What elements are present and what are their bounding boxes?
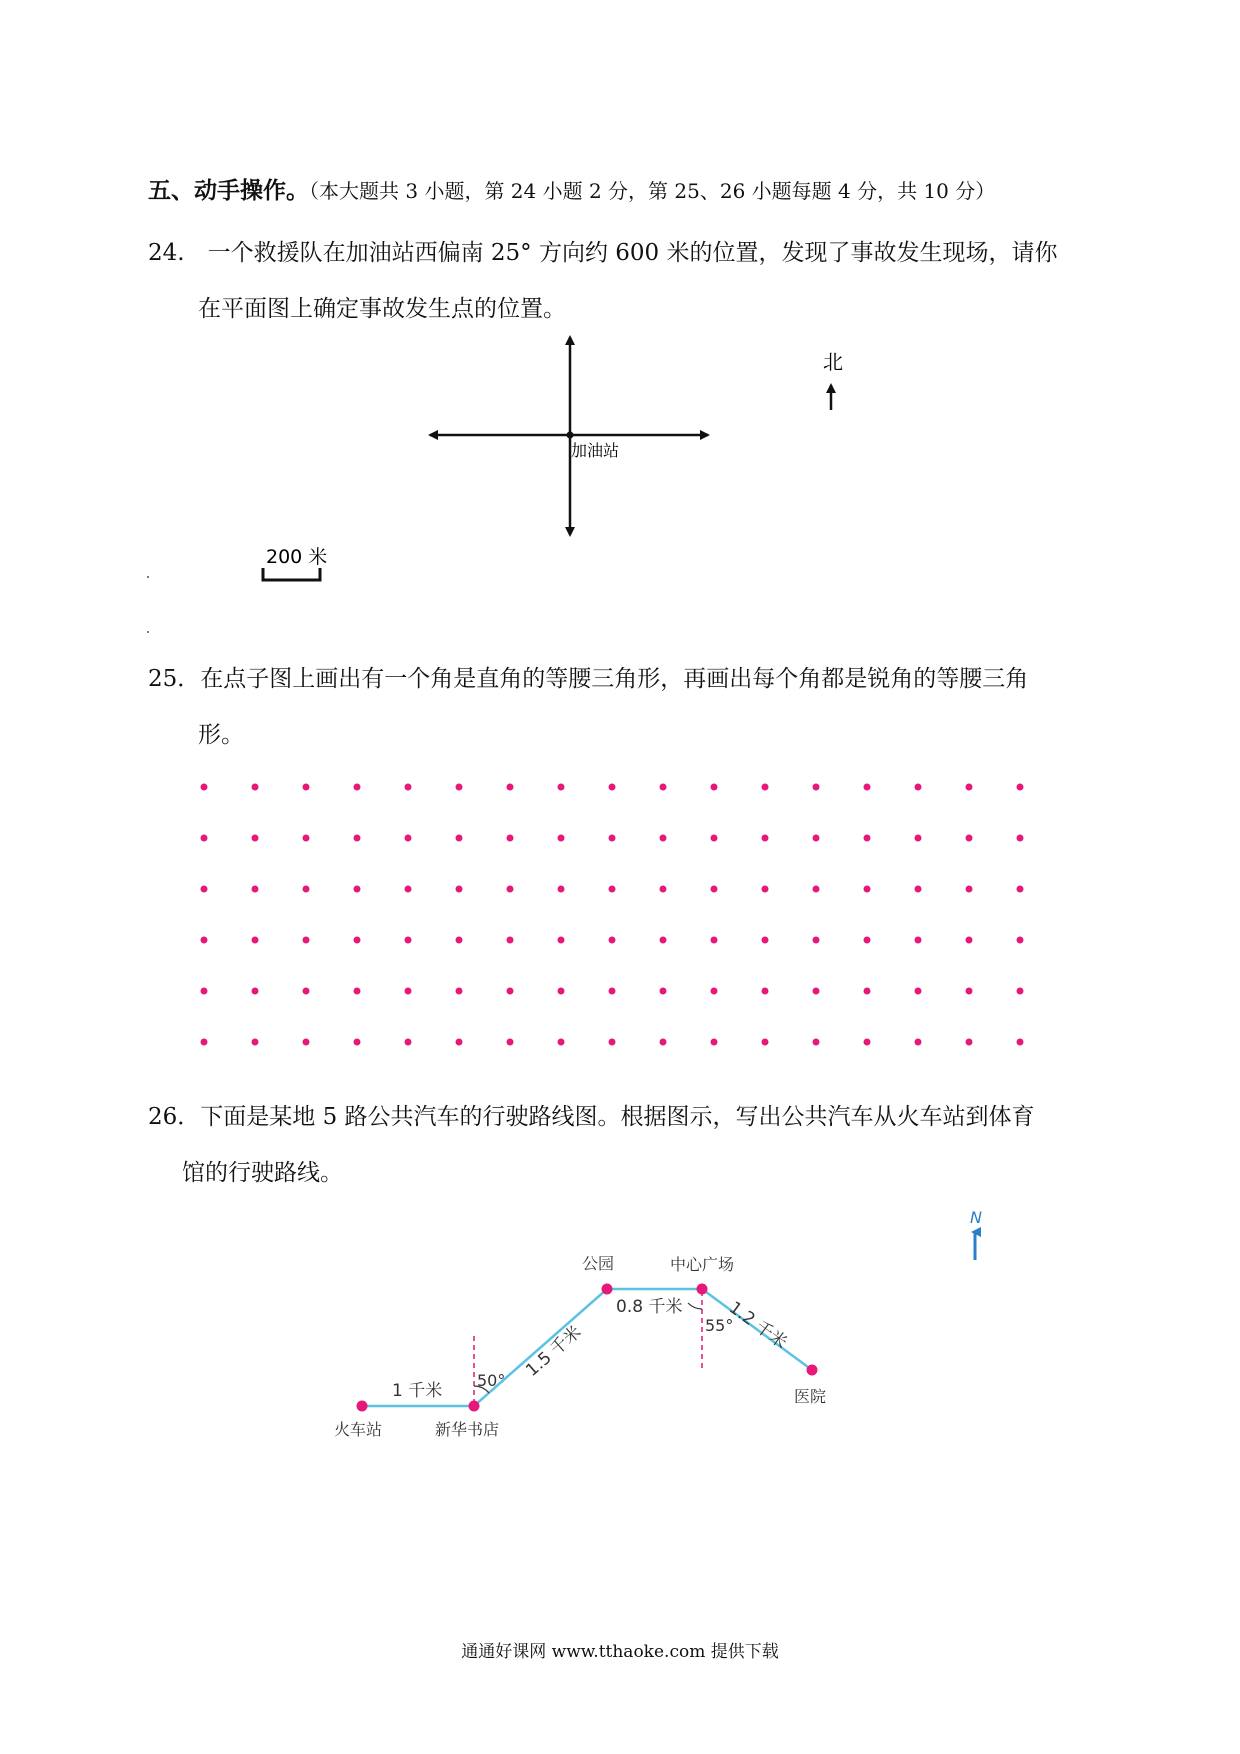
grid-dot[interactable] [303,886,310,893]
grid-dot[interactable] [813,1039,820,1046]
grid-dot[interactable] [1017,1039,1024,1046]
grid-dot[interactable] [456,886,463,893]
grid-dot[interactable] [609,835,616,842]
grid-dot[interactable] [354,886,361,893]
grid-dot[interactable] [813,835,820,842]
angle-square: 55° [705,1316,734,1335]
grid-dot[interactable] [507,835,514,842]
grid-dot[interactable] [915,784,922,791]
grid-dot[interactable] [354,835,361,842]
grid-dot[interactable] [303,1039,310,1046]
label-park: 公园 [582,1254,615,1273]
label-train-station: 火车站 [334,1420,383,1439]
grid-dot[interactable] [252,937,259,944]
grid-dot[interactable] [609,1039,616,1046]
dist-bookstore-park: 1.5 千米 [522,1322,586,1381]
grid-dot[interactable] [711,886,718,893]
grid-dot[interactable] [915,1039,922,1046]
grid-dot[interactable] [201,835,208,842]
grid-dot[interactable] [405,988,412,995]
grid-dot[interactable] [405,886,412,893]
grid-dot[interactable] [864,1039,871,1046]
grid-dot[interactable] [813,988,820,995]
grid-dot[interactable] [609,886,616,893]
grid-dot[interactable] [303,784,310,791]
grid-dot[interactable] [762,835,769,842]
grid-dot[interactable] [915,835,922,842]
q25-text-line1: 25．在点子图上画出有一个角是直角的等腰三角形，再画出每个角都是锐角的等腰三角 [148,666,1029,692]
grid-dot[interactable] [354,1039,361,1046]
grid-dot[interactable] [762,1039,769,1046]
grid-dot[interactable] [303,937,310,944]
grid-dot[interactable] [609,988,616,995]
stop-square [697,1284,708,1295]
station-point [567,432,574,439]
scan-speck [147,631,149,633]
grid-dot[interactable] [201,1039,208,1046]
q24-text-line2: 在平面图上确定事故发生点的位置。 [198,296,566,322]
stop-train-station [357,1401,368,1412]
station-label: 加油站 [571,441,620,460]
grid-dot[interactable] [456,1039,463,1046]
grid-dot[interactable] [864,784,871,791]
grid-dot[interactable] [507,988,514,995]
grid-dot[interactable] [660,1039,667,1046]
q25-text-line2: 形。 [198,722,244,748]
angle-bookstore: 50° [477,1371,506,1390]
grid-dot[interactable] [354,937,361,944]
grid-dot[interactable] [456,784,463,791]
grid-dot[interactable] [558,886,565,893]
grid-dot[interactable] [507,886,514,893]
label-square: 中心广场 [670,1255,735,1274]
grid-dot[interactable] [1017,784,1024,791]
dist-square-hospital: 1.2 千米 [725,1297,791,1354]
grid-dot[interactable] [558,988,565,995]
grid-dot[interactable] [864,988,871,995]
grid-dot[interactable] [507,784,514,791]
grid-dot[interactable] [864,937,871,944]
grid-dot[interactable] [456,835,463,842]
grid-dot[interactable] [558,1039,565,1046]
grid-dot[interactable] [558,937,565,944]
stop-bookstore [469,1401,480,1412]
scale-bar [263,568,320,580]
grid-dot[interactable] [252,988,259,995]
grid-dot[interactable] [609,784,616,791]
map-north-label: N [970,1208,982,1227]
grid-dot[interactable] [966,886,973,893]
grid-dot[interactable] [1017,886,1024,893]
grid-dot[interactable] [762,784,769,791]
grid-dot[interactable] [660,784,667,791]
grid-dot[interactable] [405,835,412,842]
grid-dot[interactable] [660,988,667,995]
grid-dot[interactable] [252,835,259,842]
grid-dot[interactable] [405,1039,412,1046]
grid-dot[interactable] [813,937,820,944]
grid-dot[interactable] [1017,835,1024,842]
dist-train-bookstore: 1 千米 [392,1381,443,1401]
q26-text-line1: 26．下面是某地 5 路公共汽车的行驶路线图。根据图示，写出公共汽车从火车站到体育 [148,1104,1035,1130]
grid-dot[interactable] [303,988,310,995]
grid-dot[interactable] [966,835,973,842]
grid-dot[interactable] [711,1039,718,1046]
label-bookstore: 新华书店 [435,1420,500,1439]
grid-dot[interactable] [966,784,973,791]
grid-dot[interactable] [915,988,922,995]
grid-dot[interactable] [201,886,208,893]
footer: 通通好课网 www.tthaoke.com 提供下载 [461,1642,779,1662]
grid-dot[interactable] [711,937,718,944]
grid-dot[interactable] [1017,988,1024,995]
grid-dot[interactable] [507,1039,514,1046]
stop-hospital [807,1365,818,1376]
grid-dot[interactable] [303,835,310,842]
stop-park [602,1284,613,1295]
grid-dot[interactable] [915,886,922,893]
dot-grid [180,765,1040,1065]
grid-dot[interactable] [201,784,208,791]
grid-dot[interactable] [966,1039,973,1046]
grid-dot[interactable] [711,835,718,842]
grid-dot[interactable] [201,988,208,995]
scan-speck [147,576,149,578]
grid-dot[interactable] [864,886,871,893]
grid-dot[interactable] [558,784,565,791]
grid-dot[interactable] [252,886,259,893]
q26-text-line2: 馆的行驶路线。 [182,1160,343,1186]
grid-dot[interactable] [762,886,769,893]
section-title: 五、动手操作。 [148,178,309,204]
grid-dot[interactable] [813,784,820,791]
grid-dot[interactable] [813,886,820,893]
grid-dot[interactable] [762,988,769,995]
grid-dot[interactable] [558,835,565,842]
label-hospital: 医院 [794,1387,827,1406]
grid-dot[interactable] [252,1039,259,1046]
grid-dot[interactable] [711,988,718,995]
grid-dot[interactable] [711,784,718,791]
grid-dot[interactable] [201,937,208,944]
grid-dot[interactable] [354,784,361,791]
north-label: 北 [823,350,843,374]
grid-dot[interactable] [456,937,463,944]
grid-dot[interactable] [252,784,259,791]
grid-dot[interactable] [354,988,361,995]
grid-dot[interactable] [864,835,871,842]
angle-arc-square [688,1303,702,1309]
grid-dot[interactable] [507,937,514,944]
grid-dot[interactable] [456,988,463,995]
grid-dot[interactable] [405,784,412,791]
grid-dot[interactable] [966,988,973,995]
dist-park-square: 0.8 千米 [616,1297,683,1317]
compass-cross [430,337,708,535]
grid-dot[interactable] [609,937,616,944]
grid-dot[interactable] [1017,937,1024,944]
section-note: （本大题共 3 小题，第 24 小题 2 分，第 25、26 小题每题 4 分，共 10 分） [309,179,996,203]
grid-dot[interactable] [966,937,973,944]
grid-dot[interactable] [660,937,667,944]
q24-text-line1: 24. 一个救援队在加油站西偏南 25° 方向约 600 米的位置，发现了事故发生现场，请你 [148,240,1058,266]
grid-dot[interactable] [405,937,412,944]
grid-dot[interactable] [762,937,769,944]
scale-label: 200 米 [266,546,328,568]
grid-dot[interactable] [660,886,667,893]
grid-dot[interactable] [660,835,667,842]
q24-plan-diagram [0,0,1240,640]
grid-dot[interactable] [915,937,922,944]
bus-route-map [300,1200,1020,1450]
